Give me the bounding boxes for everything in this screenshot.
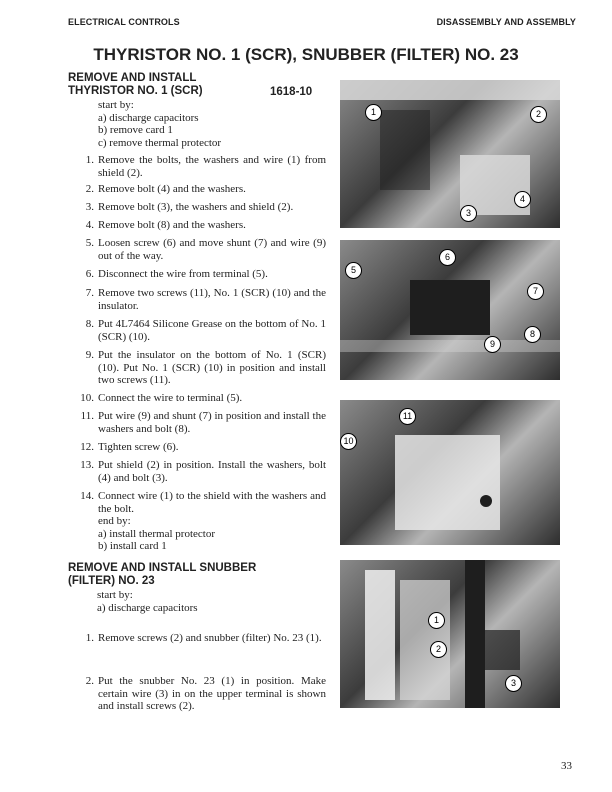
step bbox=[70, 219, 326, 232]
start-item: b) remove card 1 bbox=[98, 124, 173, 136]
step bbox=[70, 154, 326, 179]
page-title: THYRISTOR NO. 1 (SCR), SNUBBER (FILTER) NO. 23 bbox=[93, 45, 519, 64]
step-number: 12. bbox=[80, 441, 94, 453]
step-number: 3. bbox=[85, 201, 94, 213]
step-number: 2. bbox=[85, 675, 94, 687]
callout-marker: 3 bbox=[505, 675, 522, 692]
step-number: 1. bbox=[85, 632, 94, 644]
page-number: 33 bbox=[561, 760, 572, 772]
step-number: 4. bbox=[85, 219, 94, 231]
step-text: Remove two screws (11), No. 1 (SCR) (10) and the insulator. bbox=[98, 287, 326, 312]
callout-marker: 6 bbox=[439, 249, 456, 266]
step-text: Loosen screw (6) and move shunt (7) and wire (9) out of the way. bbox=[98, 237, 326, 262]
step bbox=[70, 459, 326, 484]
section2-heading bbox=[68, 562, 256, 588]
step-number: 7. bbox=[85, 287, 94, 299]
step-text: Put wire (9) and shunt (7) in position and install the washers and bolt (8). bbox=[98, 410, 326, 435]
callout-marker: 10 bbox=[340, 433, 357, 450]
step bbox=[70, 441, 326, 454]
step-number: 14. bbox=[80, 490, 94, 502]
step bbox=[70, 287, 326, 312]
step-number: 11. bbox=[80, 410, 94, 422]
start-item: c) remove thermal protector bbox=[98, 136, 222, 149]
callout-marker: 2 bbox=[430, 641, 447, 658]
section1-heading-line2: THYRISTOR NO. 1 (SCR) bbox=[68, 85, 203, 97]
photo-snubber bbox=[340, 560, 560, 708]
end-by-label: end by: bbox=[98, 515, 131, 527]
section1-code: 1618-10 bbox=[270, 86, 313, 98]
step-number: 5. bbox=[85, 237, 94, 249]
callout-marker: 3 bbox=[460, 205, 477, 222]
callout-marker: 4 bbox=[514, 191, 531, 208]
step-text: Put the snubber No. 23 (1) in position. Make certain wire (3) in on the upper terminal is shown and install screws (2). bbox=[98, 675, 326, 712]
step-text: Put shield (2) in position. Install the washers, bolt (4) and bolt (3). bbox=[98, 459, 326, 484]
end-item: a) install thermal protector bbox=[98, 527, 215, 540]
step-text: Remove bolt (4) and the washers. bbox=[98, 183, 246, 195]
step-text: Put the insulator on the bottom of No. 1 (SCR) (10). Put No. 1 (SCR) (10) in position and install two screws (11). bbox=[98, 349, 326, 386]
photo-scr-screws bbox=[340, 400, 560, 545]
callout-marker: 1 bbox=[365, 104, 382, 121]
step-number: 8. bbox=[85, 318, 94, 330]
step-number: 6. bbox=[85, 268, 94, 280]
header-left: ELECTRICAL CONTROLS bbox=[68, 17, 180, 27]
step bbox=[70, 632, 326, 645]
step bbox=[70, 268, 326, 281]
photo-thyristor-shield bbox=[340, 80, 560, 228]
step-text: Remove bolt (3), the washers and shield (2). bbox=[98, 201, 294, 213]
callout-marker: 1 bbox=[428, 612, 445, 629]
section1-heading bbox=[68, 72, 203, 98]
callout-marker: 2 bbox=[530, 106, 547, 123]
step-text: Remove screws (2) and snubber (filter) No. 23 (1). bbox=[98, 632, 322, 644]
callout-marker: 5 bbox=[345, 262, 362, 279]
step-text: Disconnect the wire from terminal (5). bbox=[98, 268, 268, 280]
section1-start-by bbox=[98, 99, 221, 149]
start-item: a) discharge capacitors bbox=[98, 111, 199, 124]
callout-marker: 7 bbox=[527, 283, 544, 300]
step-number: 2. bbox=[85, 183, 94, 195]
step bbox=[70, 183, 326, 196]
step-text: Put 4L7464 Silicone Grease on the bottom of No. 1 (SCR) (10). bbox=[98, 318, 326, 343]
end-item: b) install card 1 bbox=[98, 540, 167, 552]
step bbox=[70, 490, 326, 515]
start-item: a) discharge capacitors bbox=[97, 601, 198, 614]
step-number: 9. bbox=[85, 349, 94, 361]
section2-start-by bbox=[97, 589, 198, 614]
step bbox=[70, 237, 326, 262]
step bbox=[70, 675, 326, 713]
section1-heading-line1: REMOVE AND INSTALL bbox=[68, 72, 197, 84]
callout-marker: 9 bbox=[484, 336, 501, 353]
step bbox=[70, 201, 326, 214]
step-text: Tighten screw (6). bbox=[98, 441, 179, 453]
section2-heading-line2: (FILTER) NO. 23 bbox=[68, 575, 155, 587]
photo-thyristor-terminals bbox=[340, 240, 560, 380]
start-by-label: start by: bbox=[98, 99, 134, 111]
step bbox=[70, 349, 326, 387]
step-text: Connect wire (1) to the shield with the washers and the bolt. bbox=[98, 490, 326, 515]
step-number: 10. bbox=[80, 392, 94, 404]
step-text: Remove bolt (8) and the washers. bbox=[98, 219, 246, 231]
callout-marker: 8 bbox=[524, 326, 541, 343]
step-number: 1. bbox=[85, 154, 94, 166]
header-right: DISASSEMBLY AND ASSEMBLY bbox=[436, 17, 576, 27]
step-text: Connect the wire to terminal (5). bbox=[98, 392, 243, 404]
step bbox=[70, 410, 326, 435]
step bbox=[70, 392, 326, 405]
section2-heading-line1: REMOVE AND INSTALL SNUBBER bbox=[68, 562, 257, 574]
step-text: Remove the bolts, the washers and wire (1) from shield (2). bbox=[98, 154, 326, 179]
step bbox=[70, 318, 326, 343]
callout-marker: 11 bbox=[399, 408, 416, 425]
step-number: 13. bbox=[80, 459, 94, 471]
start-by-label: start by: bbox=[97, 589, 133, 601]
section1-end-by bbox=[98, 515, 215, 553]
